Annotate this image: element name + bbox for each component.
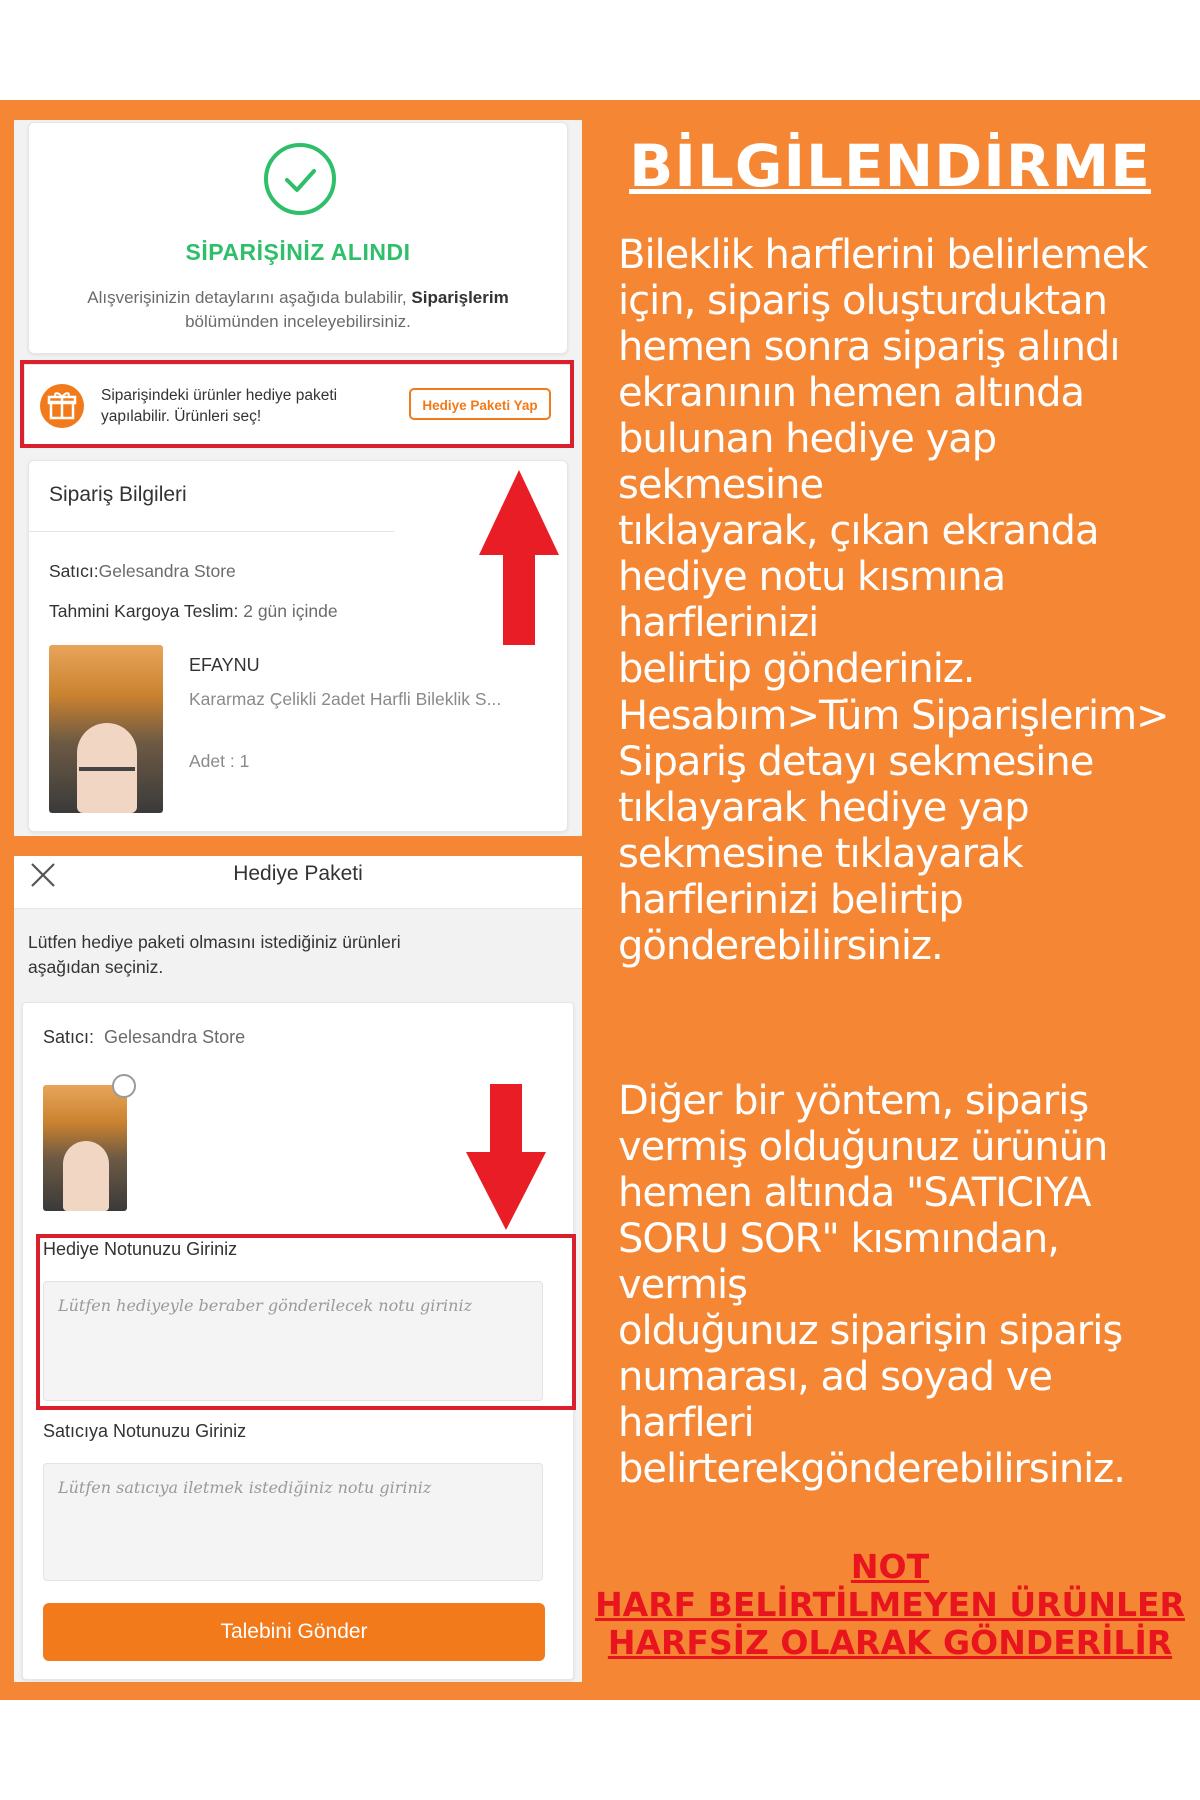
- gift-package-button[interactable]: Hediye Paketi Yap: [409, 388, 551, 420]
- info-p1-line: hemen sonra sipariş alındı: [618, 324, 1120, 370]
- description-text: Alışverişinizin detaylarını aşağıda bulabilir,: [87, 288, 412, 307]
- gift-product-image: [43, 1085, 127, 1211]
- gift-seller-label: Satıcı:: [43, 1027, 95, 1047]
- order-info-heading: Sipariş Bilgileri: [49, 483, 187, 506]
- gift-note-input[interactable]: Lütfen hediyeyle beraber gönderilecek notu giriniz: [43, 1281, 543, 1401]
- seller-label: Satıcı:: [49, 561, 99, 581]
- gift-seller-value: Gelesandra Store: [104, 1027, 246, 1047]
- gift-banner-line2: yapılabilir. Ürünleri seç!: [101, 408, 262, 425]
- seller-value: Gelesandra Store: [98, 561, 236, 581]
- gift-package-instruction: [28, 930, 401, 980]
- info-p2-line: tıklayarak hediye yap: [618, 785, 1029, 831]
- delivery-value: 2 gün içinde: [243, 601, 338, 621]
- check-circle-icon: [262, 141, 338, 217]
- order-confirmation-card: [28, 122, 568, 354]
- product-image[interactable]: [49, 645, 163, 813]
- product-brand: EFAYNU: [189, 655, 260, 675]
- instruction-line1: Lütfen hediye paketi olmasını istediğiniz ürünleri: [28, 932, 401, 952]
- seller-note-input[interactable]: Lütfen satıcıya iletmek istediğiniz notu giriniz: [43, 1463, 543, 1581]
- gift-package-title: Hediye Paketi: [233, 862, 363, 885]
- info-p1-line: tıklayarak, çıkan ekranda: [618, 508, 1099, 554]
- info-p2-line: gönderebilirsiniz.: [618, 923, 943, 969]
- order-success-title: SİPARİŞİNİZ ALINDI: [185, 239, 411, 265]
- info-p3-line: belirterekgönderebilirsiniz.: [618, 1446, 1125, 1492]
- info-paragraph-1: [618, 232, 1188, 692]
- order-success-description: [29, 286, 567, 334]
- info-p2-line: sekmesine tıklayarak: [618, 831, 1023, 877]
- info-p1-line: belirtip gönderiniz.: [618, 646, 975, 692]
- info-paragraph-3: [618, 1078, 1188, 1492]
- seller-row: [49, 561, 236, 582]
- my-orders-link[interactable]: Siparişlerim: [411, 288, 509, 307]
- note-title: NOT: [850, 1547, 930, 1586]
- product-quantity: Adet : 1: [189, 751, 250, 771]
- info-p3-line: Diğer bir yöntem, sipariş: [618, 1078, 1089, 1124]
- instruction-line2: aşağıdan seçiniz.: [28, 957, 164, 977]
- info-p1-line: Bileklik harflerini belirlemek: [618, 232, 1148, 278]
- gift-banner-line1: Siparişindeki ürünler hediye paketi: [101, 387, 338, 404]
- description-text-2: bölümünden inceleyebilirsiniz.: [185, 312, 411, 331]
- info-p2-line: harflerinizi belirtip: [618, 877, 963, 923]
- info-p3-line: SORU SOR" kısmından, vermiş: [618, 1216, 1059, 1308]
- info-p3-line: vermiş olduğunuz ürünün: [618, 1124, 1108, 1170]
- submit-request-button[interactable]: Talebini Gönder: [43, 1603, 545, 1661]
- gift-note-label: Hediye Notunuzu Giriniz: [43, 1239, 238, 1259]
- order-info-divider: [29, 531, 394, 532]
- info-p1-line: bulunan hediye yap sekmesine: [618, 416, 997, 508]
- note-line-2: HARFSİZ OLARAK GÖNDERİLİR: [607, 1623, 1173, 1662]
- gift-package-screen: [14, 856, 582, 1682]
- info-p2-line: Sipariş detayı sekmesine: [618, 739, 1094, 785]
- info-p1-line: için, sipariş oluşturduktan: [618, 278, 1107, 324]
- order-screen-panel: [14, 120, 582, 836]
- seller-note-label: Satıcıya Notunuzu Giriniz: [43, 1421, 247, 1441]
- gift-package-header: [14, 856, 582, 909]
- delivery-label: Tahmini Kargoya Teslim:: [49, 601, 239, 621]
- delivery-row: [49, 601, 338, 622]
- product-image-bracelet: [79, 767, 135, 771]
- info-p1-line: ekranının hemen altında: [618, 370, 1085, 416]
- gift-seller-row: [43, 1027, 245, 1048]
- info-p3-line: olduğunuz siparişin sipariş: [618, 1308, 1123, 1354]
- product-name[interactable]: Kararmaz Çelikli 2adet Harfli Bileklik S...: [189, 689, 502, 709]
- info-p2-line: Hesabım>Tüm Siparişlerim>: [618, 693, 1169, 739]
- gift-product-hand: [63, 1141, 109, 1211]
- info-p3-line: numarası, ad soyad ve harfleri: [618, 1354, 1053, 1446]
- note-line-1: HARF BELİRTİLMEYEN ÜRÜNLER: [595, 1585, 1185, 1624]
- radio-icon[interactable]: [111, 1073, 137, 1099]
- info-paragraph-2: [618, 693, 1188, 969]
- info-p3-line: hemen altında "SATICIYA: [618, 1170, 1091, 1216]
- info-heading: BİLGİLENDİRME: [629, 132, 1151, 200]
- gift-note-highlight: [36, 1234, 576, 1410]
- arrow-up-icon: [479, 470, 559, 645]
- arrow-down-icon: [466, 1084, 546, 1230]
- gift-banner-highlight: [20, 360, 574, 448]
- info-p1-line: hediye notu kısmına harflerinizi: [618, 554, 1006, 646]
